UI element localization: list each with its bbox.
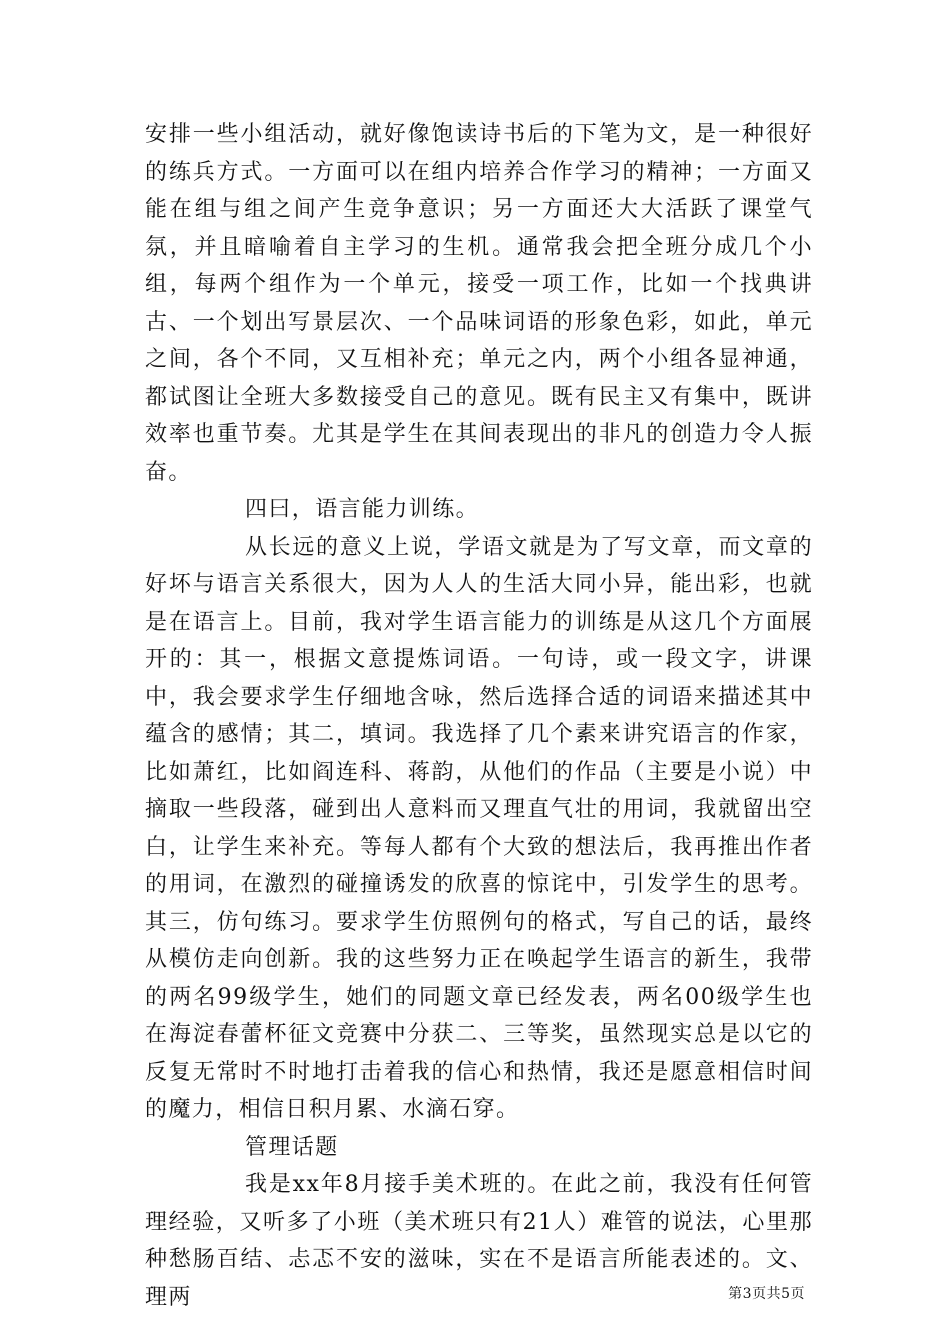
paragraph-management: 我是xx年8月接手美术班的。在此之前，我没有任何管理经验，又听多了小班（美术班只有21人）难管的说法，心里那种愁肠百结、忐忑不安的滋味，实在不是语言所能表述的。文、理两 xyxy=(145,1172,813,1310)
section-heading-language-training: 四曰，语言能力训练。 xyxy=(245,497,480,522)
page-number-footer: 第3页共5页 xyxy=(728,1286,805,1302)
paragraph-group-activities: 安排一些小组活动，就好像饱读诗书后的下笔为文，是一种很好的练兵方式。一方面可以在组内培养合作学习的精神；一方面又能在组与组之间产生竞争意识；另一方面还大大活跃了课堂气氛，并且暗喻着自主学习的生机。通常我会把全班分成几个小组，每两个组作为一个单元，接受一项工作，比如一个找典讲古、一个划出写景层次、一个品味词语的形象色彩，如此，单元之间，各个不同，又互相补充；单元之内，两个小组各显神通，都试图让全班大多数接受自己的意见。既有民主又有集中，既讲效率也重节奏。尤其是学生在其间表现出的非凡的创造力令人振奋。 xyxy=(145,122,813,485)
section-heading-management: 管理话题 xyxy=(245,1134,339,1160)
paragraph-language-training: 从长远的意义上说，学语文就是为了写文章，而文章的好坏与语言关系很大，因为人人的生活大同小异，能出彩，也就是在语言上。目前，我对学生语言能力的训练是从这几个方面展开的：其一，根据文意提炼词语。一句诗，或一段文字，讲课中，我会要求学生仔细地含咏，然后选择合适的词语来描述其中蕴含的感情；其二，填词。我选择了几个素来讲究语言的作家，比如萧红，比如阎连科、蒋韵，从他们的作品（主要是小说）中摘取一些段落，碰到出人意料而又理直气壮的用词，我就留出空白，让学生来补充。等每人都有个大致的想法后，我再推出作者的用词，在激烈的碰撞诱发的欣喜的惊诧中，引发学生的思考。其三，仿句练习。要求学生仿照例句的格式，写自己的话，最终从模仿走向创新。我的这些努力正在唤起学生语言的新生，我带的两名99级学生，她们的同题文章已经发表，两名00级学生也在海淀春蕾杯征文竞赛中分获二、三等奖，虽然现实总是以它的反复无常时不时地打击着我的信心和热情，我还是愿意相信时间的魔力，相信日积月累、水滴石穿。 xyxy=(145,534,813,1122)
page-body xyxy=(145,116,813,1316)
